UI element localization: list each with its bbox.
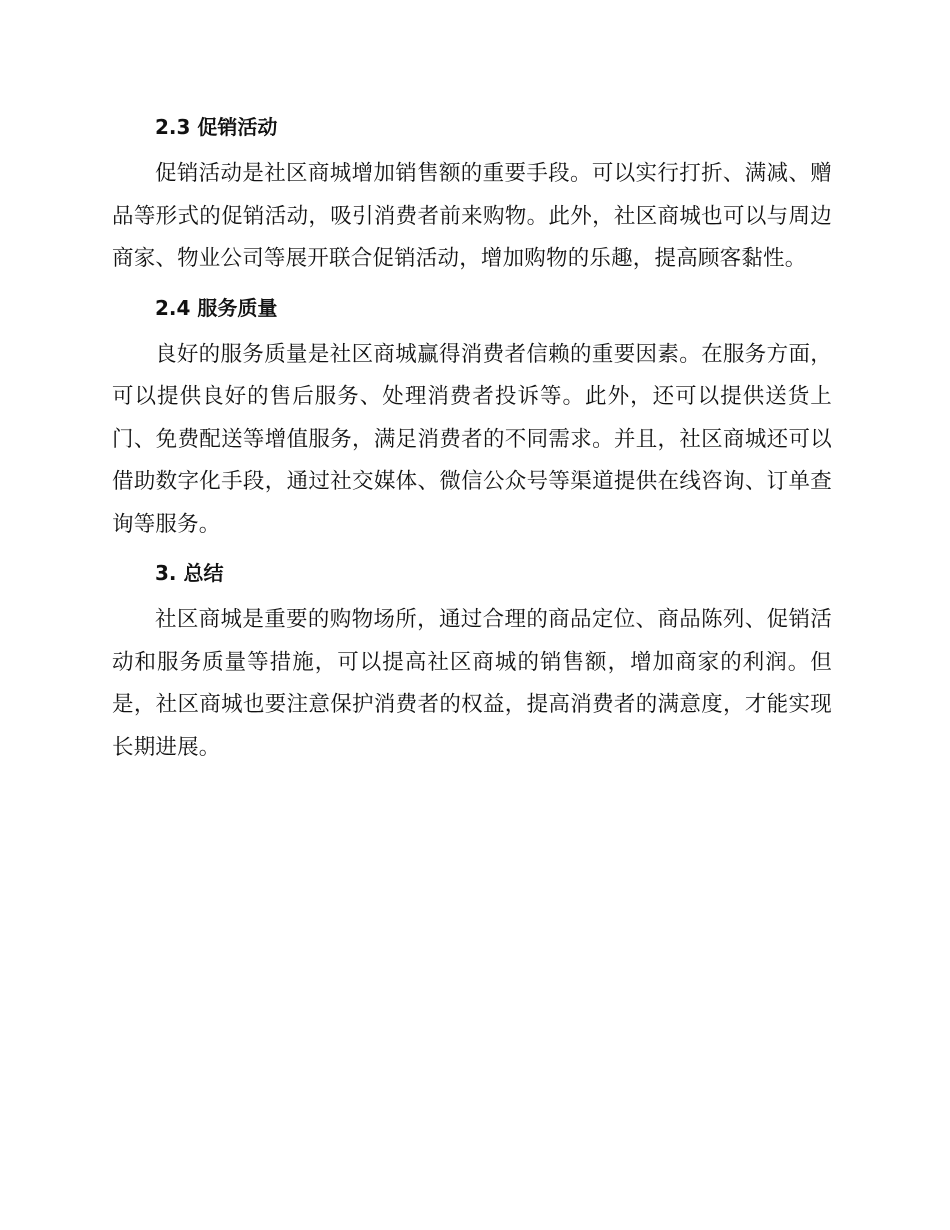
section-paragraph-service-quality: 良好的服务质量是社区商城赢得消费者信赖的重要因素。在服务方面，可以提供良好的售后服务、处理消费者投诉等。此外，还可以提供送货上门、免费配送等增值服务，满足消费者的不同需求。并且，社区商城还可以借助数字化手段，通过社交媒体、微信公众号等渠道提供在线咨询、订单查询等服务。	[112, 341, 832, 537]
section-heading-summary: 3. 总结	[155, 561, 224, 585]
section-heading-service-quality: 2.4 服务质量	[155, 295, 278, 320]
section-paragraph-summary: 社区商城是重要的购物场所，通过合理的商品定位、商品陈列、促销活动和服务质量等措施，可以提高社区商城的销售额，增加商家的利润。但是，社区商城也要注意保护消费者的权益，提高消费者的满意度，才能实现长期进展。	[112, 607, 832, 760]
section-heading-promotions: 2.3 促销活动	[155, 115, 278, 139]
section-paragraph-promotions: 促销活动是社区商城增加销售额的重要手段。可以实行打折、满减、赠品等形式的促销活动，吸引消费者前来购物。此外，社区商城也可以与周边商家、物业公司等展开联合促销活动，增加购物的乐趣，提高顾客黏性。	[112, 161, 832, 271]
